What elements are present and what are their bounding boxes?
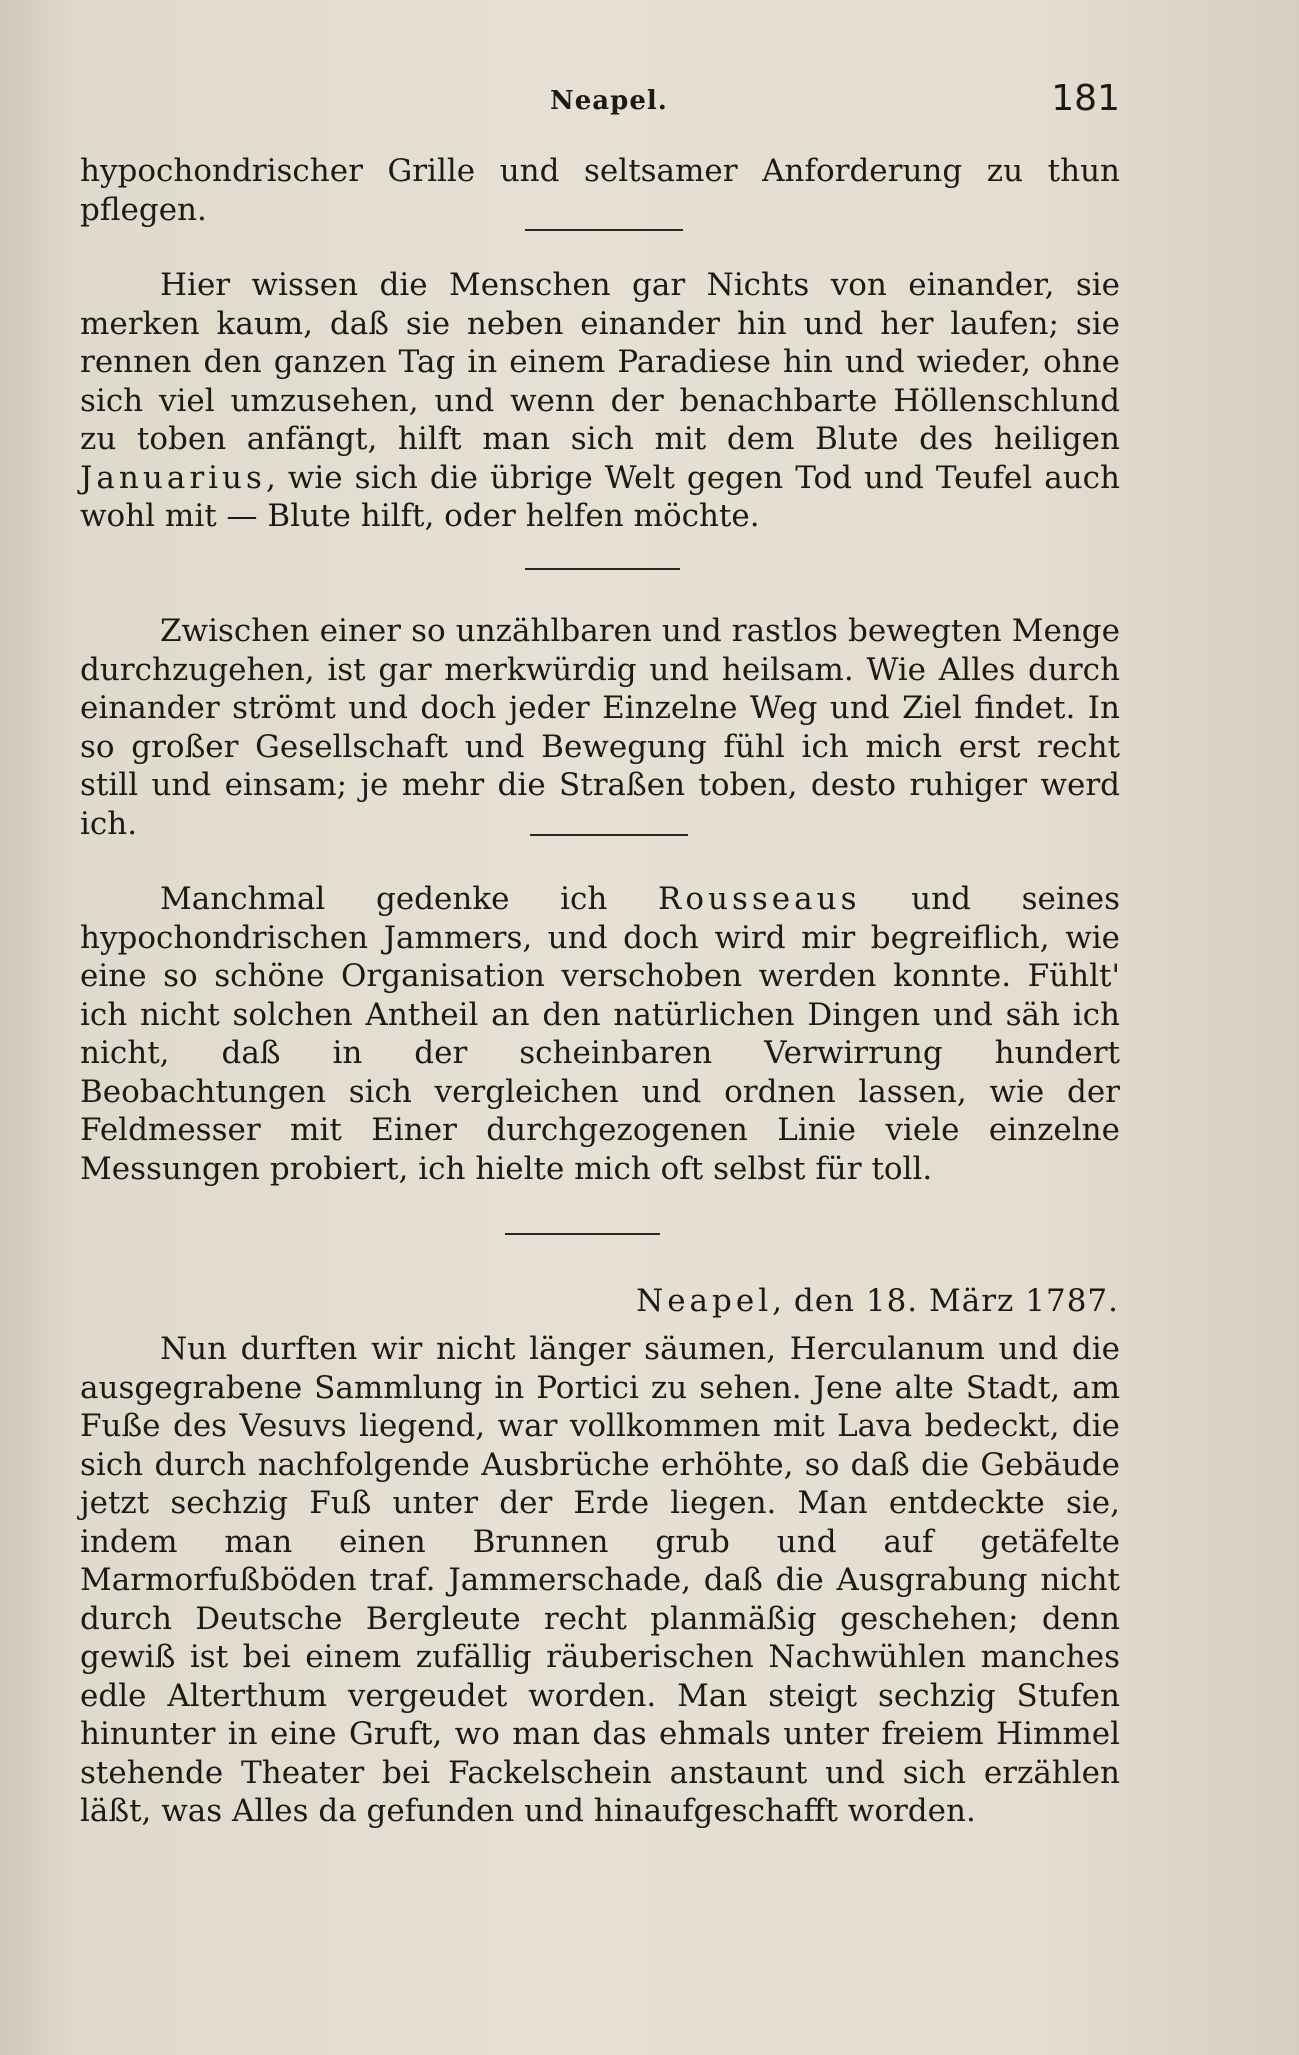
paragraph-text: Nun durften wir nicht länger säumen, Herculanum und die ausgegrabene Sammlung in Portici zu sehen. Jene alte Stadt, am Fuße des Vesuvs liegend, war vollkommen mit Lava bedeckt, die sich durch nachfolgende Ausbrüche erhöhte, so daß die Gebäude jetzt sechzig Fuß unter der Erde liegen. Man entdeckte sie, indem man einen Brunnen grub und auf getäfelte Marmorfußböden traf. Jammerschade, daß die Ausgrabung nicht durch Deutsche Bergleute recht planmäßig geschehen; denn gewiß ist bei einem zufällig räuberischen Nachwühlen manches edle Alterthum vergeudet worden. Man steigt sechzig Stufen hinunter in eine Gruft, wo man das ehmals unter freiem Himmel stehende Theater bei Fackelschein anstaunt und sich erzählen läßt, was Alles da gefunden und hinaufgeschafft worden. bbox=[80, 1331, 1120, 1829]
paragraph-rousseau bbox=[80, 880, 1120, 1188]
dateline-date: , den 18. März 1787. bbox=[772, 1283, 1119, 1319]
section-divider bbox=[525, 568, 680, 570]
paragraph-text: Hier wissen die Menschen gar Nichts von einander, sie merken kaum, daß sie neben einander hin und her laufen; sie rennen den ganzen Tag in einem Paradiese hin und wieder, ohne sich viel umzusehen, und wenn der benachbarte Höllenschlund zu toben anfängt, hilft man sich mit dem Blute des heiligen bbox=[80, 267, 1120, 457]
paragraph-herculanum bbox=[80, 1330, 1120, 1831]
running-title: Neapel. bbox=[550, 86, 668, 116]
paragraph-text: und seines hypochondrischen Jammers, und doch wird mir begreiflich, wie eine so schöne Organisation verschoben werden konnte. Fühlt' ich nicht solchen Antheil an den natürlichen Dingen und säh ich nicht, daß in der scheinbaren Verwirrung hundert Beobachtungen sich vergleichen und ordnen lassen, wie der Feldmesser mit Einer durchgezogenen Linie viele einzelne Messungen probiert, ich hielte mich oft selbst für toll. bbox=[80, 881, 1120, 1187]
paragraph-text: Manchmal gedenke ich bbox=[160, 881, 659, 917]
section-divider bbox=[525, 229, 683, 231]
dateline bbox=[636, 1283, 1119, 1319]
person-name: Rousseaus bbox=[658, 881, 861, 917]
paragraph-menge bbox=[80, 612, 1120, 843]
paragraph-menschen bbox=[80, 266, 1120, 536]
paragraph-text: , wie sich die übrige Welt gegen Tod und Teufel auch wohl mit — Blute hilft, oder helfen möchte. bbox=[80, 459, 1120, 534]
paragraph-line: pflegen. bbox=[80, 191, 207, 228]
paragraph-continuation bbox=[80, 152, 1120, 229]
saint-name: Januarius bbox=[80, 459, 266, 496]
paragraph-line: hypochondrischer Grille und seltsamer Anforderung zu thun bbox=[80, 153, 1120, 189]
dateline-place: Neapel bbox=[636, 1283, 773, 1319]
section-divider bbox=[530, 834, 688, 836]
page-number: 181 bbox=[1051, 78, 1120, 119]
page-header bbox=[80, 78, 1120, 128]
paragraph-text: Zwischen einer so unzählbaren und rastlos bewegten Menge durchzugehen, ist gar merkwürdig und heilsam. Wie Alles durch einander strömt und doch jeder Einzelne Weg und Ziel findet. In so großer Gesellschaft und Bewegung fühl ich mich erst recht still und einsam; je mehr die Straßen toben, desto ruhiger werd ich. bbox=[80, 613, 1120, 842]
section-divider bbox=[505, 1233, 660, 1235]
